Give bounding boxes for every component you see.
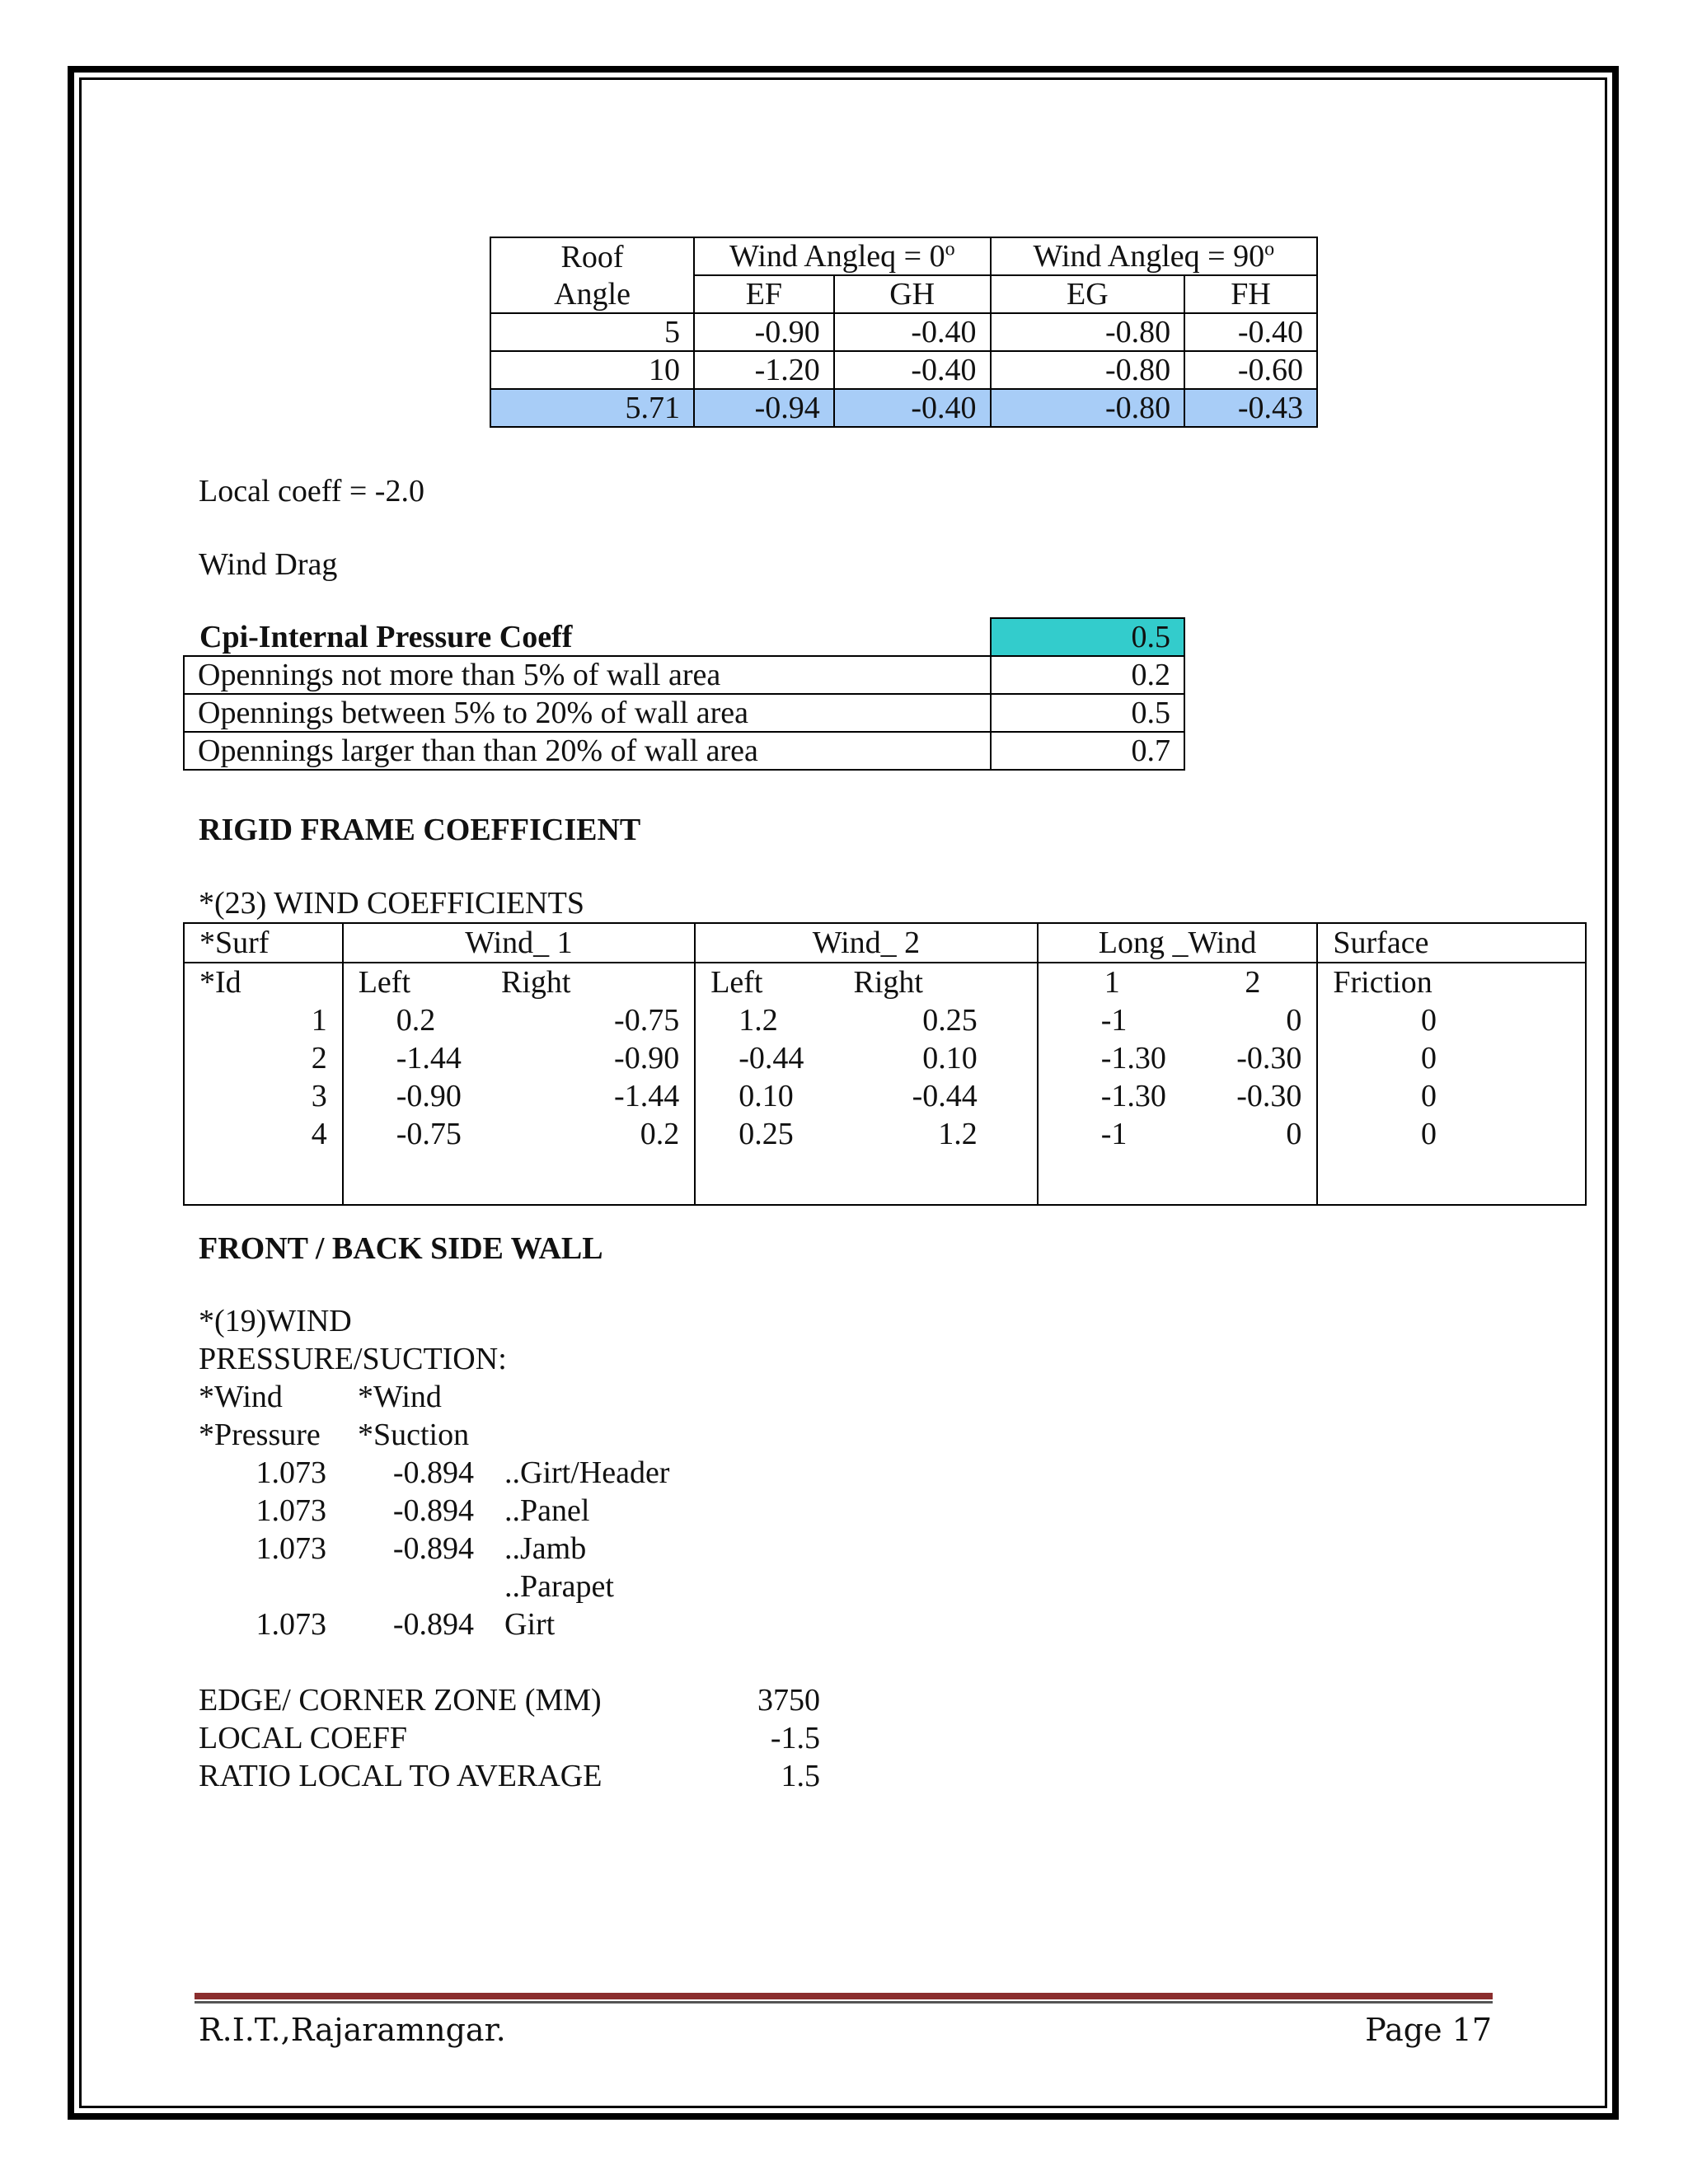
pressure-label: ..Jamb xyxy=(504,1531,587,1566)
cell-angle: 5.71 xyxy=(490,389,694,427)
pressure-value: 1.073 xyxy=(256,1531,326,1566)
cell-long-1: -1.30 xyxy=(1100,1079,1166,1113)
header-wind2-sub xyxy=(695,963,1038,1001)
cell-w2-left: -0.44 xyxy=(738,1041,804,1076)
header-wind-0: Wind Angleq = $0^o$ xyxy=(694,237,991,275)
table-header-row xyxy=(490,275,1317,313)
header-long-1: 1 xyxy=(1104,965,1120,1000)
header-right: Right xyxy=(853,965,923,1000)
cell-angle: 5 xyxy=(490,313,694,351)
header-wind1: Wind_ 1 xyxy=(343,923,695,963)
table-row xyxy=(184,1077,1586,1115)
cell-ef: -0.94 xyxy=(694,389,834,427)
pressure-label: ..Panel xyxy=(504,1493,590,1528)
cell-w1-left: -0.90 xyxy=(396,1079,462,1113)
cell-id: 1 xyxy=(184,1001,343,1039)
header-long-wind: Long _Wind xyxy=(1038,923,1318,963)
cpi-row-value: 0.7 xyxy=(991,732,1184,770)
cpi-row-label: Opennings not more than 5% of wall area xyxy=(184,656,991,694)
cell-gh: -0.40 xyxy=(834,389,991,427)
cell-long-1: -1 xyxy=(1100,1117,1128,1151)
edge-label: LOCAL COEFF xyxy=(199,1721,408,1755)
header-long-2: 2 xyxy=(1245,965,1261,1000)
suction-value: -0.894 xyxy=(392,1455,474,1490)
rigid-frame-heading: RIGID FRAME COEFFICIENT xyxy=(199,813,641,847)
cpi-row-label: Opennings larger than than 20% of wall area xyxy=(184,732,991,770)
header-suction-2: *Suction xyxy=(358,1418,470,1452)
cell-long-1: -1 xyxy=(1100,1003,1128,1038)
cell-w1-left: 0.2 xyxy=(396,1003,436,1038)
header-pressure-2: *Pressure xyxy=(199,1418,321,1452)
page-number: Page 17 xyxy=(1365,2012,1492,2048)
local-coeff-text: Local coeff = -2.0 xyxy=(199,474,424,509)
table-row xyxy=(184,1001,1586,1039)
header-ef: EF xyxy=(694,275,834,313)
header-left: Left xyxy=(358,965,411,1000)
cell-eg: -0.80 xyxy=(991,351,1185,389)
cell-w1-right: -0.90 xyxy=(614,1041,680,1076)
cell-fh: -0.60 xyxy=(1184,351,1317,389)
suction-value: -0.894 xyxy=(392,1493,474,1528)
cell-ef: -1.20 xyxy=(694,351,834,389)
cell-w2-right: -0.44 xyxy=(912,1079,978,1113)
edge-value: 3750 xyxy=(757,1683,820,1718)
edge-value: 1.5 xyxy=(781,1759,820,1793)
header-gh: GH xyxy=(834,275,991,313)
front-back-heading: FRONT / BACK SIDE WALL xyxy=(199,1231,603,1266)
pressure-value: 1.073 xyxy=(256,1455,326,1490)
roof-angle-table xyxy=(490,237,1318,428)
table-row xyxy=(184,694,1184,732)
cpi-row-value: 0.2 xyxy=(991,656,1184,694)
header-surface: Surface xyxy=(1317,923,1586,963)
cell-id: 2 xyxy=(184,1039,343,1077)
table-row-highlighted xyxy=(490,389,1317,427)
cell-w2-left: 1.2 xyxy=(738,1003,778,1038)
table-spacer-row xyxy=(184,1153,1586,1205)
header-friction: Friction xyxy=(1317,963,1586,1001)
cell-w1-right: -1.44 xyxy=(614,1079,680,1113)
header-right: Right xyxy=(501,965,571,1000)
pressure-label: ..Parapet xyxy=(504,1569,614,1604)
cell-id: 3 xyxy=(184,1077,343,1115)
header-suction-1: *Wind xyxy=(358,1380,442,1414)
footer-institution: R.I.T.,Rajaramngar. xyxy=(199,2012,506,2048)
cell-w1-right: 0.2 xyxy=(640,1117,680,1151)
cpi-table xyxy=(183,617,1185,771)
cell-long-2: -0.30 xyxy=(1236,1079,1302,1113)
wind-drag-text: Wind Drag xyxy=(199,547,338,582)
cell-w2-right: 1.2 xyxy=(938,1117,978,1151)
suction-value: -0.894 xyxy=(392,1607,474,1642)
cell-w2-right: 0.10 xyxy=(922,1041,978,1076)
cell-w2-left: 0.10 xyxy=(738,1079,794,1113)
pressure-value: 1.073 xyxy=(256,1493,326,1528)
cell-eg: -0.80 xyxy=(991,313,1185,351)
cell-friction: 0 xyxy=(1317,1115,1586,1153)
cpi-row-label: Opennings between 5% to 20% of wall area xyxy=(184,694,991,732)
suction-value: -0.894 xyxy=(392,1531,474,1566)
cell-friction: 0 xyxy=(1317,1039,1586,1077)
header-wind1-sub xyxy=(343,963,695,1001)
cell-gh: -0.40 xyxy=(834,351,991,389)
cpi-row-value: 0.5 xyxy=(991,694,1184,732)
cell-w1-right: -0.75 xyxy=(614,1003,680,1038)
cell-angle: 10 xyxy=(490,351,694,389)
header-pressure-1: *Wind xyxy=(199,1380,283,1414)
header-left: Left xyxy=(710,965,763,1000)
pressure-label: Girt xyxy=(504,1607,556,1642)
cell-w1-left: -0.75 xyxy=(396,1117,462,1151)
edge-label: EDGE/ CORNER ZONE (MM) xyxy=(199,1683,602,1718)
header-long-sub xyxy=(1038,963,1318,1001)
cell-w1-left: -1.44 xyxy=(396,1041,462,1076)
header-angle: Angle xyxy=(490,275,694,313)
cell-fh: -0.40 xyxy=(1184,313,1317,351)
cell-long-1: -1.30 xyxy=(1100,1041,1166,1076)
header-wind-90: Wind Angleq = $90^o$ xyxy=(991,237,1317,275)
pressure-label: ..Girt/Header xyxy=(504,1455,670,1490)
cell-long-2: 0 xyxy=(1286,1117,1302,1151)
header-wind2: Wind_ 2 xyxy=(695,923,1038,963)
footer-rule-thin xyxy=(195,2001,1493,2004)
cell-long-2: 0 xyxy=(1286,1003,1302,1038)
table-header-row xyxy=(490,237,1317,275)
header-roof: Roof xyxy=(490,237,694,275)
cell-friction: 0 xyxy=(1317,1077,1586,1115)
header-id: *Id xyxy=(184,963,343,1001)
table-header-row xyxy=(184,923,1586,963)
header-fh: FH xyxy=(1184,275,1317,313)
cell-gh: -0.40 xyxy=(834,313,991,351)
footer-rule xyxy=(195,1993,1493,1999)
table-row xyxy=(184,732,1184,770)
cell-w2-right: 0.25 xyxy=(922,1003,978,1038)
cpi-title: Cpi-Internal Pressure Coeff xyxy=(199,619,573,654)
table-row xyxy=(490,313,1317,351)
cell-eg: -0.80 xyxy=(991,389,1185,427)
cpi-value: 0.5 xyxy=(991,618,1184,656)
table-header-row xyxy=(184,963,1586,1001)
table-row xyxy=(490,351,1317,389)
wind-coeff-title: *(23) WIND COEFFICIENTS xyxy=(199,886,584,921)
table-row xyxy=(184,656,1184,694)
cell-fh: -0.43 xyxy=(1184,389,1317,427)
header-surf: *Surf xyxy=(184,923,343,963)
pressure-value: 1.073 xyxy=(256,1607,326,1642)
cell-w2-left: 0.25 xyxy=(738,1117,794,1151)
edge-value: -1.5 xyxy=(770,1721,820,1755)
wind-coefficients-table xyxy=(183,922,1587,1206)
header-eg: EG xyxy=(991,275,1185,313)
pressure-title-line1: *(19)WIND xyxy=(199,1304,352,1338)
table-row xyxy=(184,1039,1586,1077)
cell-friction: 0 xyxy=(1317,1001,1586,1039)
cell-ef: -0.90 xyxy=(694,313,834,351)
pressure-title-line2: PRESSURE/SUCTION: xyxy=(199,1342,507,1376)
table-row xyxy=(184,1115,1586,1153)
cell-long-2: -0.30 xyxy=(1236,1041,1302,1076)
cell-id: 4 xyxy=(184,1115,343,1153)
edge-label: RATIO LOCAL TO AVERAGE xyxy=(199,1759,603,1793)
